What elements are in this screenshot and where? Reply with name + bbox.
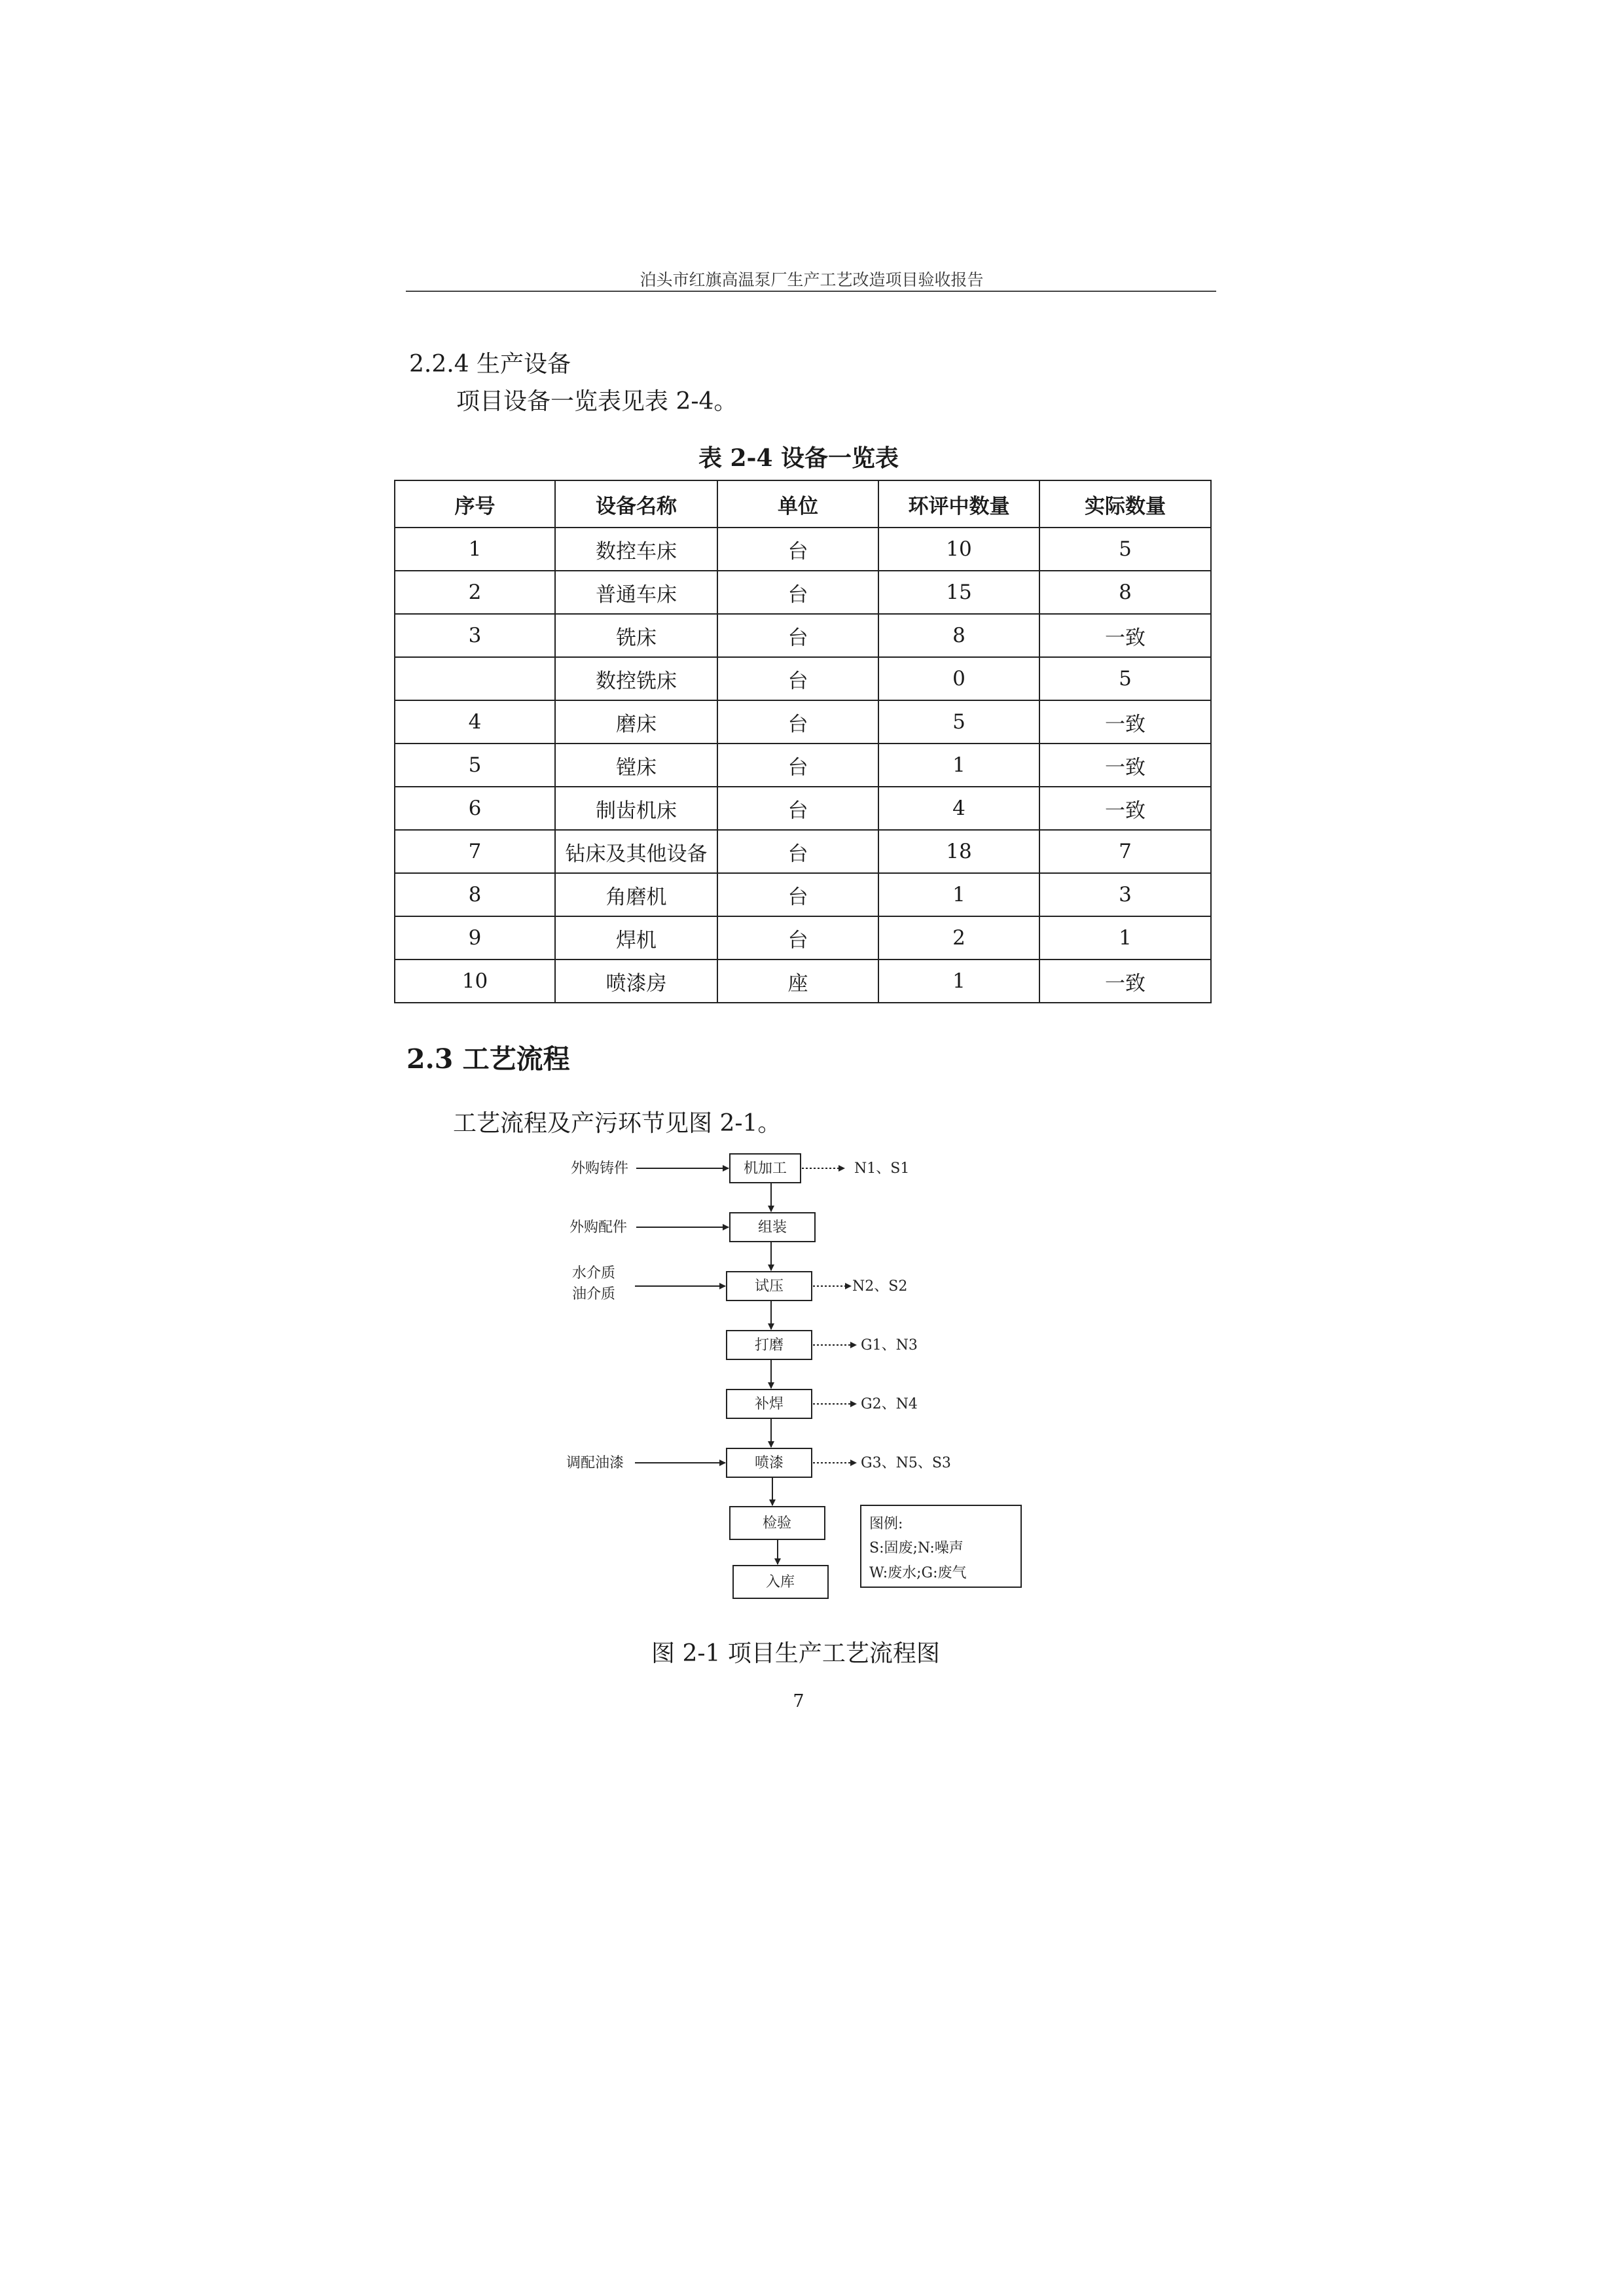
table-cell: 数控车床 <box>555 528 717 571</box>
column-header: 序号 <box>395 480 555 528</box>
figure-caption: 图 2-1 项目生产工艺流程图 <box>651 1640 940 1667</box>
table-row <box>395 787 1211 830</box>
output-label: G1、N3 <box>861 1337 918 1354</box>
section-heading-2-3: 2.3 工艺流程 <box>406 1043 570 1075</box>
step-label: 组装 <box>757 1219 787 1236</box>
step-label: 机加工 <box>743 1160 787 1177</box>
table-cell: 台 <box>717 916 878 960</box>
column-header: 单位 <box>717 480 878 528</box>
table-cell: 5 <box>1039 528 1211 571</box>
table-cell: 喷漆房 <box>555 960 717 1003</box>
table-cell: 10 <box>395 960 555 1003</box>
section-heading-2-2-4: 2.2.4 生产设备 <box>409 351 571 378</box>
table-row <box>395 830 1211 873</box>
table-cell <box>395 657 555 700</box>
table-cell: 台 <box>717 744 878 787</box>
table-cell: 铣床 <box>555 614 717 657</box>
table-cell: 一致 <box>1039 700 1211 744</box>
table-cell: 2 <box>395 571 555 614</box>
table-row <box>395 657 1211 700</box>
table-cell: 5 <box>1039 657 1211 700</box>
table-cell: 9 <box>395 916 555 960</box>
table-cell: 台 <box>717 528 878 571</box>
table-row <box>395 744 1211 787</box>
table-cell: 4 <box>395 700 555 744</box>
table-cell: 一致 <box>1039 614 1211 657</box>
input-label: 油介质 <box>572 1286 616 1302</box>
table-cell: 钻床及其他设备 <box>555 830 717 873</box>
output-label: G2、N4 <box>861 1396 918 1412</box>
equipment-intro-paragraph: 项目设备一览表见表 2-4。 <box>456 388 738 415</box>
page-number: 7 <box>793 1691 804 1712</box>
table-cell: 3 <box>1039 873 1211 916</box>
step-label: 试压 <box>754 1278 784 1295</box>
table-cell: 制齿机床 <box>555 787 717 830</box>
table-cell: 台 <box>717 571 878 614</box>
table-cell: 普通车床 <box>555 571 717 614</box>
table-cell: 一致 <box>1039 787 1211 830</box>
table-cell: 2 <box>878 916 1039 960</box>
equipment-table <box>394 480 1212 1003</box>
table-cell: 镗床 <box>555 744 717 787</box>
table-cell: 1 <box>878 873 1039 916</box>
table-cell: 10 <box>878 528 1039 571</box>
column-header: 设备名称 <box>555 480 717 528</box>
step-label: 检验 <box>762 1515 792 1532</box>
table-cell: 台 <box>717 787 878 830</box>
input-label: 外购配件 <box>569 1219 628 1236</box>
table-row <box>395 614 1211 657</box>
table-cell: 0 <box>878 657 1039 700</box>
table-cell: 3 <box>395 614 555 657</box>
legend-line: S:固废;N:噪声 <box>869 1540 964 1556</box>
table-cell: 台 <box>717 873 878 916</box>
table-cell: 8 <box>395 873 555 916</box>
table-cell: 数控铣床 <box>555 657 717 700</box>
column-header: 环评中数量 <box>878 480 1039 528</box>
process-flow-diagram <box>563 1139 1060 1617</box>
table-cell: 一致 <box>1039 960 1211 1003</box>
table-row <box>395 916 1211 960</box>
table-cell: 台 <box>717 700 878 744</box>
table-row <box>395 571 1211 614</box>
table-cell: 1 <box>395 528 555 571</box>
table-header-row <box>395 480 1211 528</box>
document-header: 泊头市红旗高温泵厂生产工艺改造项目验收报告 <box>640 270 984 289</box>
step-label: 补焊 <box>754 1396 784 1412</box>
table-cell: 磨床 <box>555 700 717 744</box>
step-label: 入库 <box>765 1574 795 1590</box>
table-row <box>395 528 1211 571</box>
input-label: 外购铸件 <box>571 1160 629 1177</box>
step-label: 喷漆 <box>754 1455 784 1471</box>
table-cell: 台 <box>717 830 878 873</box>
table-cell: 1 <box>878 744 1039 787</box>
header-divider <box>406 291 1216 292</box>
table-cell: 6 <box>395 787 555 830</box>
table-cell: 台 <box>717 614 878 657</box>
table-cell: 5 <box>395 744 555 787</box>
column-header: 实际数量 <box>1039 480 1211 528</box>
table-cell: 角磨机 <box>555 873 717 916</box>
step-label: 打磨 <box>754 1337 784 1354</box>
output-label: G3、N5、S3 <box>861 1455 951 1471</box>
input-label: 调配油漆 <box>566 1455 624 1471</box>
output-label: N2、S2 <box>852 1278 908 1295</box>
table-cell: 1 <box>1039 916 1211 960</box>
legend-title: 图例: <box>869 1516 903 1532</box>
table-cell: 15 <box>878 571 1039 614</box>
table-cell: 一致 <box>1039 744 1211 787</box>
table-row <box>395 700 1211 744</box>
table-cell: 1 <box>878 960 1039 1003</box>
table-cell: 8 <box>878 614 1039 657</box>
table-cell: 座 <box>717 960 878 1003</box>
table-cell: 18 <box>878 830 1039 873</box>
table-cell: 台 <box>717 657 878 700</box>
table-cell: 7 <box>395 830 555 873</box>
legend-line: W:废水;G:废气 <box>869 1565 967 1581</box>
table-cell: 7 <box>1039 830 1211 873</box>
output-label: N1、S1 <box>854 1160 910 1177</box>
input-label: 水介质 <box>572 1265 616 1282</box>
table-row <box>395 873 1211 916</box>
process-intro-paragraph: 工艺流程及产污环节见图 2-1。 <box>453 1110 782 1137</box>
table-cell: 5 <box>878 700 1039 744</box>
table-cell: 4 <box>878 787 1039 830</box>
table-cell: 8 <box>1039 571 1211 614</box>
table-caption: 表 2-4 设备一览表 <box>698 444 899 472</box>
table-row <box>395 960 1211 1003</box>
table-cell: 焊机 <box>555 916 717 960</box>
